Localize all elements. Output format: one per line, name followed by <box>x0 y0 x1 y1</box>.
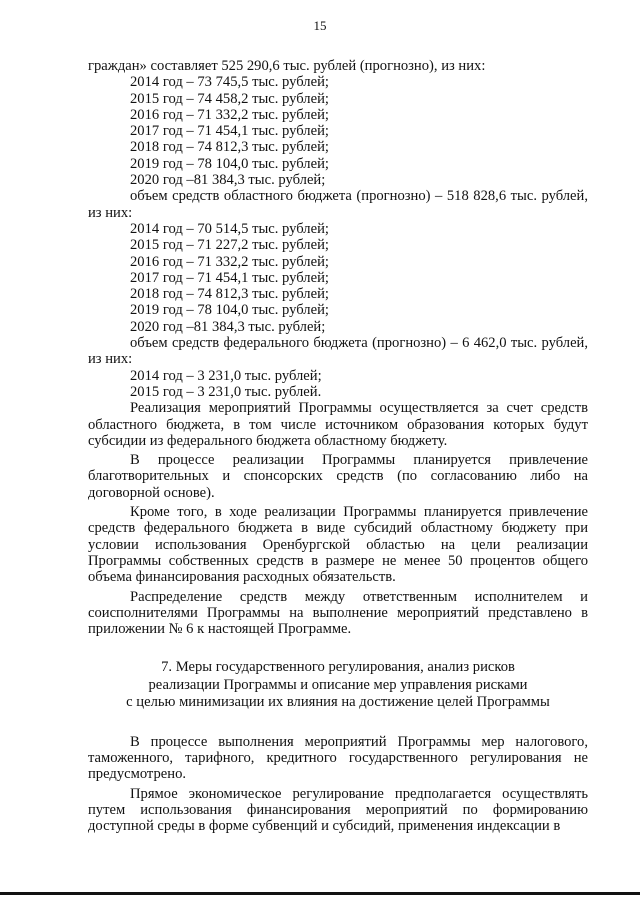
list-item: 2018 год – 74 812,3 тыс. рублей; <box>130 139 329 156</box>
list-item: 2020 год –81 384,3 тыс. рублей; <box>130 318 326 335</box>
list-item: 2018 год – 74 812,3 тыс. рублей; <box>130 286 329 303</box>
list-item: 2019 год – 78 104,0 тыс. рублей; <box>130 302 329 319</box>
regional-years-list <box>88 221 588 335</box>
body-paragraph: Распределение средств между ответственным исполнителем и соисполнителями Программы на выполнение мероприятий представлено в приложении № 6 к настоящей Программе. <box>88 588 588 638</box>
list-item: 2015 год – 74 458,2 тыс. рублей; <box>130 90 329 107</box>
list-item: 2016 год – 71 332,2 тыс. рублей; <box>130 106 329 123</box>
list-item: 2020 год –81 384,3 тыс. рублей; <box>130 172 326 189</box>
federal-years-list <box>88 368 588 401</box>
body-paragraph: В процессе реализации Программы планируется привлечение благотворительных и спонсорских средств (по согласованию либо на договорной основе). <box>88 452 588 501</box>
list-item: 2019 год – 78 104,0 тыс. рублей; <box>130 155 329 172</box>
body-paragraph: Прямое экономическое регулирование предполагается осуществлять путем использования финансирования мероприятий по формированию доступной среды в форме субвенций и субсидий, применения индексации в <box>88 785 588 835</box>
document-body <box>88 58 588 835</box>
body-paragraph: В процессе выполнения мероприятий Программы мер налогового, таможенного, тарифного, кредитного государственного регулирования не предусмотрено. <box>88 733 588 783</box>
total-years-list <box>88 74 588 188</box>
list-item: 2014 год – 73 745,5 тыс. рублей; <box>130 74 329 91</box>
body-paragraph: Кроме того, в ходе реализации Программы планируется привлечение средств федерального бюджета в виде субсидий областному бюджету при условии использования Оренбургской областью на цели реализации Программы собственных средств в размере не менее 50 процентов общего объема финансирования расходных обязательств. <box>88 504 588 586</box>
body-paragraph: Реализация мероприятий Программы осуществляется за счет средств областного бюджета, в том числе источником образования которых будут субсидии из федерального бюджета областному бюджету. <box>88 400 588 449</box>
bottom-edge-rule <box>0 892 640 895</box>
page-number: 15 <box>313 18 327 33</box>
federal-budget-paragraph: объем средств федерального бюджета (прогнозно) – 6 462,0 тыс. рублей, из них: <box>88 335 588 368</box>
section-heading <box>88 659 588 712</box>
intro-line: граждан» составляет 525 290,6 тыс. рублей (прогнозно), из них: <box>88 58 486 74</box>
list-item: 2017 год – 71 454,1 тыс. рублей; <box>130 269 329 286</box>
section-heading-line: с целью минимизации их влияния на достижение целей Программы <box>126 694 550 711</box>
regional-budget-paragraph: объем средств областного бюджета (прогнозно) – 518 828,6 тыс. рублей, из них: <box>88 188 588 221</box>
list-item: 2016 год – 71 332,2 тыс. рублей; <box>130 253 329 270</box>
list-item: 2015 год – 71 227,2 тыс. рублей; <box>130 237 329 254</box>
list-item: 2017 год – 71 454,1 тыс. рублей; <box>130 123 329 140</box>
list-item: 2014 год – 3 231,0 тыс. рублей; <box>130 367 322 384</box>
list-item: 2014 год – 70 514,5 тыс. рублей; <box>130 220 329 237</box>
section-heading-line: реализации Программы и описание мер управления рисками <box>148 676 528 693</box>
list-item: 2015 год – 3 231,0 тыс. рублей. <box>130 383 322 400</box>
section-heading-line: 7. Меры государственного регулирования, анализ рисков <box>161 659 515 676</box>
